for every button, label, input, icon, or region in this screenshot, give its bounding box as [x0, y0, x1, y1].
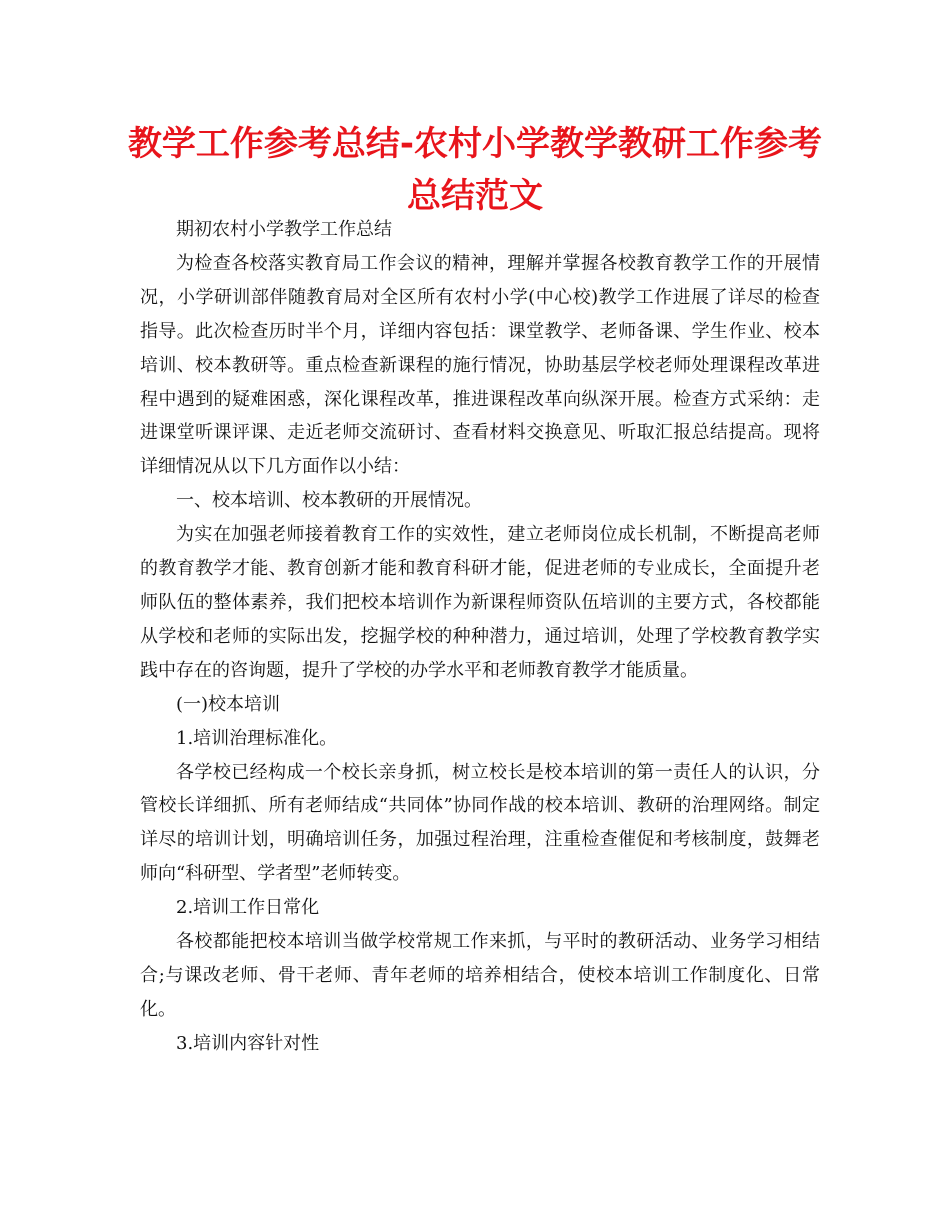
document-title: 教学工作参考总结-农村小学教学教研工作参考总结范文	[127, 124, 823, 216]
paragraph-item-1: 各学校已经构成一个校长亲身抓，树立校长是校本培训的第一责任人的认识，分管校长详细抓、所有老师结成“共同体”协同作战的校本培训、教研的治理网络。制定详尽的培训计划，明确培训任务，加强过程治理，注重检查催促和考核制度，鼓舞老师向“科研型、学者型”老师转变。	[140, 761, 820, 885]
item-heading-2: 2.培训工作日常化	[176, 897, 320, 919]
document-body	[140, 213, 820, 1061]
paragraph-section-1: 为实在加强老师接着教育工作的实效性，建立老师岗位成长机制，不断提高老师的教育教学才能、教育创新才能和教育科研才能，促进老师的专业成长，全面提升老师队伍的整体素养，我们把校本培训作为新课程师资队伍培训的主要方式，各校都能从学校和老师的实际出发，挖掘学校的种种潜力，通过培训，处理了学校教育教学实践中存在的咨询题，提升了学校的办学水平和老师教育教学才能质量。	[140, 524, 820, 681]
subsection-heading-1: (一)校本培训	[176, 693, 281, 715]
item-heading-1: 1.培训治理标准化。	[176, 727, 338, 749]
paragraph-intro: 为检查各校落实教育局工作会议的精神，理解并掌握各校教育教学工作的开展情况，小学研训部伴随教育局对全区所有农村小学(中心校)教学工作进展了详尽的检查指导。此次检查历时半个月，详细内容包括：课堂教学、老师备课、学生作业、校本培训、校本教研等。重点检查新课程的施行情况，协助基层学校老师处理课程改革进程中遇到的疑难困惑，深化课程改革，推进课程改革向纵深开展。检查方式采纳：走进课堂听课评课、走近老师交流研讨、查看材料交换意见、听取汇报总结提高。现将详细情况从以下几方面作以小结：	[140, 252, 820, 478]
paragraph-item-2: 各校都能把校本培训当做学校常规工作来抓，与平时的教研活动、业务学习相结合;与课改老师、骨干老师、青年老师的培养相结合，使校本培训工作制度化、日常化。	[140, 931, 820, 1020]
section-heading-1: 一、校本培训、校本教研的开展情况。	[176, 490, 482, 512]
paragraph-subtitle: 期初农村小学教学工作总结	[176, 219, 392, 240]
item-heading-3: 3.培训内容针对性	[176, 1032, 320, 1054]
